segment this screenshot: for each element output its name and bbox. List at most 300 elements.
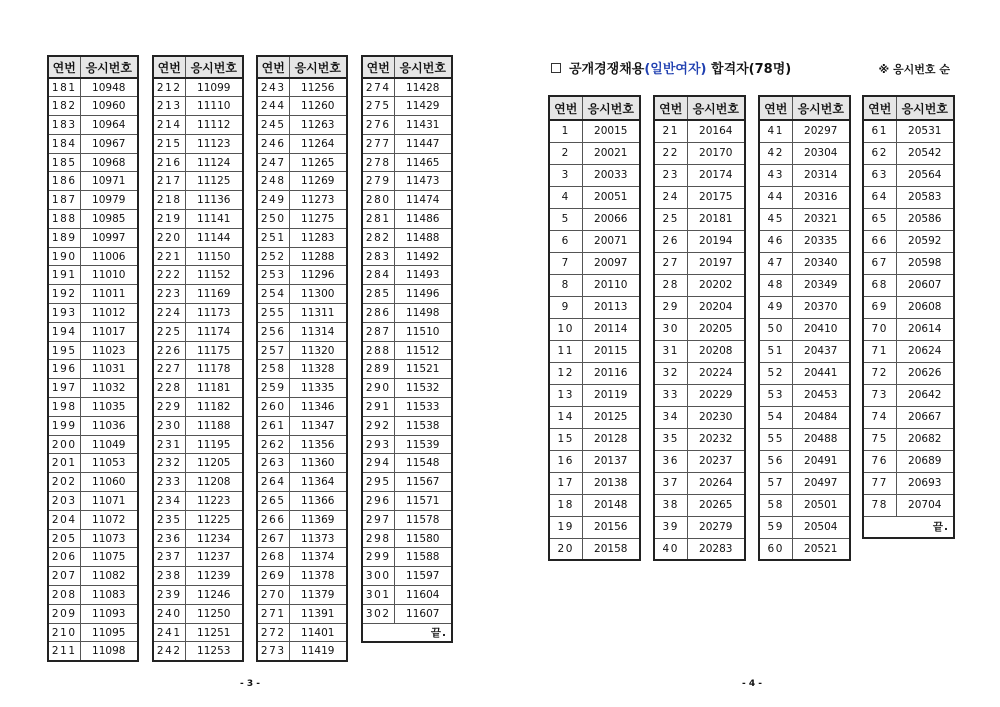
table-row [362, 304, 452, 323]
table-row [549, 384, 640, 406]
number-cell: 11195 [185, 435, 243, 454]
header-number: 응시번호 [582, 96, 640, 120]
seq-cell: 50 [759, 318, 792, 340]
seq-cell: 239 [153, 586, 185, 605]
table-row [153, 604, 243, 623]
seq-cell: 295 [362, 473, 394, 492]
number-cell: 11188 [185, 416, 243, 435]
number-cell: 20704 [896, 494, 954, 516]
number-cell: 11273 [289, 191, 347, 210]
table-row [257, 78, 347, 97]
number-cell: 20667 [896, 406, 954, 428]
number-cell: 20265 [687, 494, 745, 516]
table-row [759, 120, 850, 142]
table-row [863, 186, 954, 208]
seq-cell: 233 [153, 473, 185, 492]
number-cell: 11123 [185, 134, 243, 153]
number-cell: 11379 [289, 586, 347, 605]
table-row [362, 285, 452, 304]
table-row [257, 172, 347, 191]
number-cell: 11548 [394, 454, 452, 473]
table-row [362, 78, 452, 97]
number-cell: 11125 [185, 172, 243, 191]
number-cell: 11205 [185, 454, 243, 473]
table-row [549, 230, 640, 252]
table-row [863, 406, 954, 428]
number-cell: 10985 [80, 210, 138, 229]
seq-cell: 52 [759, 362, 792, 384]
number-cell: 11251 [185, 623, 243, 642]
seq-cell: 2 [549, 142, 582, 164]
number-cell: 11150 [185, 247, 243, 266]
seq-cell: 45 [759, 208, 792, 230]
seq-cell: 297 [362, 510, 394, 529]
table-row [48, 210, 138, 229]
number-cell: 20181 [687, 208, 745, 230]
number-cell: 20349 [792, 274, 850, 296]
number-cell: 20501 [792, 494, 850, 516]
number-cell: 11431 [394, 116, 452, 135]
table-row [759, 252, 850, 274]
table-row [654, 516, 745, 538]
header-seq: 연번 [759, 96, 792, 120]
seq-cell: 49 [759, 296, 792, 318]
seq-cell: 58 [759, 494, 792, 516]
table-row [153, 473, 243, 492]
seq-cell: 214 [153, 116, 185, 135]
number-cell: 11175 [185, 341, 243, 360]
number-cell: 20208 [687, 340, 745, 362]
number-cell: 11373 [289, 529, 347, 548]
seq-cell: 205 [48, 529, 80, 548]
table-row [759, 142, 850, 164]
number-cell: 20116 [582, 362, 640, 384]
seq-cell: 190 [48, 247, 80, 266]
table-row [48, 473, 138, 492]
number-cell: 11263 [289, 116, 347, 135]
number-cell: 11110 [185, 97, 243, 116]
seq-cell: 15 [549, 428, 582, 450]
table-row [153, 134, 243, 153]
number-cell: 11473 [394, 172, 452, 191]
seq-cell: 17 [549, 472, 582, 494]
seq-cell: 280 [362, 191, 394, 210]
seq-cell: 25 [654, 208, 687, 230]
seq-cell: 225 [153, 322, 185, 341]
number-cell: 11493 [394, 266, 452, 285]
number-cell: 11578 [394, 510, 452, 529]
table-row [48, 435, 138, 454]
number-cell: 11474 [394, 191, 452, 210]
number-cell: 11401 [289, 623, 347, 642]
seq-cell: 31 [654, 340, 687, 362]
header-number: 응시번호 [394, 56, 452, 78]
seq-cell: 215 [153, 134, 185, 153]
seq-cell: 48 [759, 274, 792, 296]
table-row [654, 406, 745, 428]
header-number: 응시번호 [687, 96, 745, 120]
number-cell: 10971 [80, 172, 138, 191]
table-row [362, 454, 452, 473]
seq-cell: 267 [257, 529, 289, 548]
seq-cell: 258 [257, 360, 289, 379]
seq-cell: 54 [759, 406, 792, 428]
table-row [48, 360, 138, 379]
seq-cell: 27 [654, 252, 687, 274]
number-cell: 20202 [687, 274, 745, 296]
number-cell: 20021 [582, 142, 640, 164]
table-row [48, 153, 138, 172]
seq-cell: 3 [549, 164, 582, 186]
table-row [863, 340, 954, 362]
seq-cell: 26 [654, 230, 687, 252]
number-cell: 11498 [394, 304, 452, 323]
number-cell: 20437 [792, 340, 850, 362]
number-cell: 11296 [289, 266, 347, 285]
number-cell: 11580 [394, 529, 452, 548]
number-cell: 20205 [687, 318, 745, 340]
table-row [863, 472, 954, 494]
number-cell: 11347 [289, 416, 347, 435]
number-cell: 11223 [185, 492, 243, 511]
table-row [362, 492, 452, 511]
seq-cell: 220 [153, 228, 185, 247]
table-row [362, 153, 452, 172]
number-cell: 11082 [80, 567, 138, 586]
number-cell: 11465 [394, 153, 452, 172]
seq-cell: 57 [759, 472, 792, 494]
seq-cell: 206 [48, 548, 80, 567]
number-cell: 11288 [289, 247, 347, 266]
seq-cell: 232 [153, 454, 185, 473]
seq-cell: 238 [153, 567, 185, 586]
number-cell: 11253 [185, 642, 243, 661]
seq-cell: 9 [549, 296, 582, 318]
table-row [549, 186, 640, 208]
table-row [759, 406, 850, 428]
table-row [863, 274, 954, 296]
table-row [362, 473, 452, 492]
number-cell: 11364 [289, 473, 347, 492]
seq-cell: 69 [863, 296, 896, 318]
table-row [257, 228, 347, 247]
seq-cell: 250 [257, 210, 289, 229]
seq-cell: 292 [362, 416, 394, 435]
seq-cell: 38 [654, 494, 687, 516]
roster-table [548, 95, 641, 561]
seq-cell: 289 [362, 360, 394, 379]
number-cell: 11360 [289, 454, 347, 473]
table-row [48, 548, 138, 567]
table-row [257, 586, 347, 605]
number-cell: 20224 [687, 362, 745, 384]
number-cell: 11169 [185, 285, 243, 304]
seq-cell: 183 [48, 116, 80, 135]
number-cell: 20283 [687, 538, 745, 560]
number-cell: 20626 [896, 362, 954, 384]
table-row [362, 191, 452, 210]
seq-cell: 197 [48, 379, 80, 398]
seq-cell: 24 [654, 186, 687, 208]
seq-cell: 61 [863, 120, 896, 142]
seq-cell: 294 [362, 454, 394, 473]
page-number: - 4 - [742, 679, 762, 689]
seq-cell: 266 [257, 510, 289, 529]
seq-cell: 191 [48, 266, 80, 285]
seq-cell: 209 [48, 604, 80, 623]
seq-cell: 272 [257, 623, 289, 642]
number-cell: 11486 [394, 210, 452, 229]
number-cell: 20335 [792, 230, 850, 252]
seq-cell: 40 [654, 538, 687, 560]
table-row [153, 492, 243, 511]
number-cell: 20564 [896, 164, 954, 186]
table-row [48, 341, 138, 360]
table-row [48, 322, 138, 341]
table-row [257, 191, 347, 210]
table-row [153, 78, 243, 97]
number-cell: 20608 [896, 296, 954, 318]
table-row [549, 516, 640, 538]
seq-cell: 10 [549, 318, 582, 340]
number-cell: 11533 [394, 398, 452, 417]
table-row [257, 642, 347, 661]
table-row [362, 529, 452, 548]
number-cell: 20441 [792, 362, 850, 384]
number-cell: 20488 [792, 428, 850, 450]
table-row [257, 304, 347, 323]
seq-cell: 51 [759, 340, 792, 362]
table-row [48, 247, 138, 266]
number-cell: 11099 [185, 78, 243, 97]
table-row [362, 247, 452, 266]
seq-cell: 193 [48, 304, 80, 323]
table-row [759, 538, 850, 560]
number-cell: 10960 [80, 97, 138, 116]
number-cell: 20113 [582, 296, 640, 318]
table-row [48, 529, 138, 548]
number-cell: 11429 [394, 97, 452, 116]
number-cell: 11182 [185, 398, 243, 417]
header-seq: 연번 [654, 96, 687, 120]
seq-cell: 35 [654, 428, 687, 450]
table-row [153, 548, 243, 567]
table-row [48, 398, 138, 417]
table-row [759, 450, 850, 472]
seq-cell: 196 [48, 360, 80, 379]
seq-cell: 296 [362, 492, 394, 511]
seq-cell: 19 [549, 516, 582, 538]
table-row [759, 318, 850, 340]
seq-cell: 268 [257, 548, 289, 567]
table-row [257, 416, 347, 435]
number-cell: 11607 [394, 604, 452, 623]
number-cell: 10964 [80, 116, 138, 135]
number-cell: 20689 [896, 450, 954, 472]
number-cell: 20033 [582, 164, 640, 186]
number-cell: 20491 [792, 450, 850, 472]
seq-cell: 13 [549, 384, 582, 406]
seq-cell: 241 [153, 623, 185, 642]
roster-table [758, 95, 851, 561]
right-page [500, 0, 1000, 707]
roster-table [152, 55, 244, 662]
table-row [153, 266, 243, 285]
table-row [153, 228, 243, 247]
number-cell: 20115 [582, 340, 640, 362]
table-row [759, 296, 850, 318]
number-cell: 11049 [80, 435, 138, 454]
number-cell: 10979 [80, 191, 138, 210]
seq-cell: 282 [362, 228, 394, 247]
seq-cell: 20 [549, 538, 582, 560]
seq-cell: 249 [257, 191, 289, 210]
seq-cell: 182 [48, 97, 80, 116]
seq-cell: 256 [257, 322, 289, 341]
number-cell: 10948 [80, 78, 138, 97]
seq-cell: 67 [863, 252, 896, 274]
number-cell: 20148 [582, 494, 640, 516]
seq-cell: 287 [362, 322, 394, 341]
number-cell: 20264 [687, 472, 745, 494]
seq-cell: 34 [654, 406, 687, 428]
table-row [549, 318, 640, 340]
seq-cell: 66 [863, 230, 896, 252]
seq-cell: 261 [257, 416, 289, 435]
seq-cell: 234 [153, 492, 185, 511]
number-cell: 11036 [80, 416, 138, 435]
table-row [362, 360, 452, 379]
table-row [863, 208, 954, 230]
seq-cell: 276 [362, 116, 394, 135]
table-row [257, 210, 347, 229]
table-row [362, 116, 452, 135]
seq-cell: 59 [759, 516, 792, 538]
number-cell: 20592 [896, 230, 954, 252]
table-row [362, 266, 452, 285]
seq-cell: 252 [257, 247, 289, 266]
seq-cell: 1 [549, 120, 582, 142]
table-row [257, 567, 347, 586]
seq-cell: 16 [549, 450, 582, 472]
table-row [257, 266, 347, 285]
table-row [153, 642, 243, 661]
table-row [654, 230, 745, 252]
seq-cell: 290 [362, 379, 394, 398]
table-row [549, 340, 640, 362]
seq-cell: 64 [863, 186, 896, 208]
table-row [549, 296, 640, 318]
table-row [362, 548, 452, 567]
number-cell: 11095 [80, 623, 138, 642]
seq-cell: 70 [863, 318, 896, 340]
table-row [257, 454, 347, 473]
table-row [153, 416, 243, 435]
number-cell: 11031 [80, 360, 138, 379]
table-row [863, 120, 954, 142]
table-row [863, 164, 954, 186]
seq-cell: 189 [48, 228, 80, 247]
seq-cell: 202 [48, 473, 80, 492]
table-row [257, 510, 347, 529]
number-cell: 11246 [185, 586, 243, 605]
table-row [654, 274, 745, 296]
seq-cell: 217 [153, 172, 185, 191]
number-cell: 20297 [792, 120, 850, 142]
seq-cell: 273 [257, 642, 289, 661]
table-row [48, 379, 138, 398]
roster-table [47, 55, 139, 662]
number-cell: 11492 [394, 247, 452, 266]
number-cell: 11604 [394, 586, 452, 605]
table-row [257, 473, 347, 492]
seq-cell: 300 [362, 567, 394, 586]
number-cell: 20370 [792, 296, 850, 318]
table-row [153, 360, 243, 379]
table-row [48, 567, 138, 586]
number-cell: 11571 [394, 492, 452, 511]
number-cell: 20097 [582, 252, 640, 274]
number-cell: 10997 [80, 228, 138, 247]
number-cell: 20174 [687, 164, 745, 186]
seq-cell: 4 [549, 186, 582, 208]
seq-cell: 230 [153, 416, 185, 435]
number-cell: 11023 [80, 341, 138, 360]
number-cell: 11488 [394, 228, 452, 247]
table-row [654, 252, 745, 274]
seq-cell: 43 [759, 164, 792, 186]
seq-cell: 284 [362, 266, 394, 285]
header-number: 응시번호 [896, 96, 954, 120]
table-row [48, 266, 138, 285]
seq-cell: 18 [549, 494, 582, 516]
number-cell: 11366 [289, 492, 347, 511]
seq-cell: 44 [759, 186, 792, 208]
header-seq: 연번 [153, 56, 185, 78]
table-row [759, 340, 850, 362]
number-cell: 20304 [792, 142, 850, 164]
number-cell: 11152 [185, 266, 243, 285]
seq-cell: 21 [654, 120, 687, 142]
table-row [362, 567, 452, 586]
number-cell: 11391 [289, 604, 347, 623]
number-cell: 11225 [185, 510, 243, 529]
number-cell: 11072 [80, 510, 138, 529]
number-cell: 11098 [80, 642, 138, 661]
header-seq: 연번 [549, 96, 582, 120]
table-row [654, 120, 745, 142]
table-row [48, 416, 138, 435]
section-title [551, 58, 791, 77]
roster-table [862, 95, 955, 539]
number-cell: 20614 [896, 318, 954, 340]
number-cell: 11300 [289, 285, 347, 304]
number-cell: 20175 [687, 186, 745, 208]
number-cell: 11234 [185, 529, 243, 548]
title-suffix: 합격자(78명) [706, 62, 792, 77]
seq-cell: 302 [362, 604, 394, 623]
seq-cell: 301 [362, 586, 394, 605]
table-row [153, 454, 243, 473]
number-cell: 11539 [394, 435, 452, 454]
number-cell: 11136 [185, 191, 243, 210]
seq-cell: 246 [257, 134, 289, 153]
seq-cell: 71 [863, 340, 896, 362]
table-row [549, 494, 640, 516]
number-cell: 11275 [289, 210, 347, 229]
table-row [48, 454, 138, 473]
seq-cell: 42 [759, 142, 792, 164]
